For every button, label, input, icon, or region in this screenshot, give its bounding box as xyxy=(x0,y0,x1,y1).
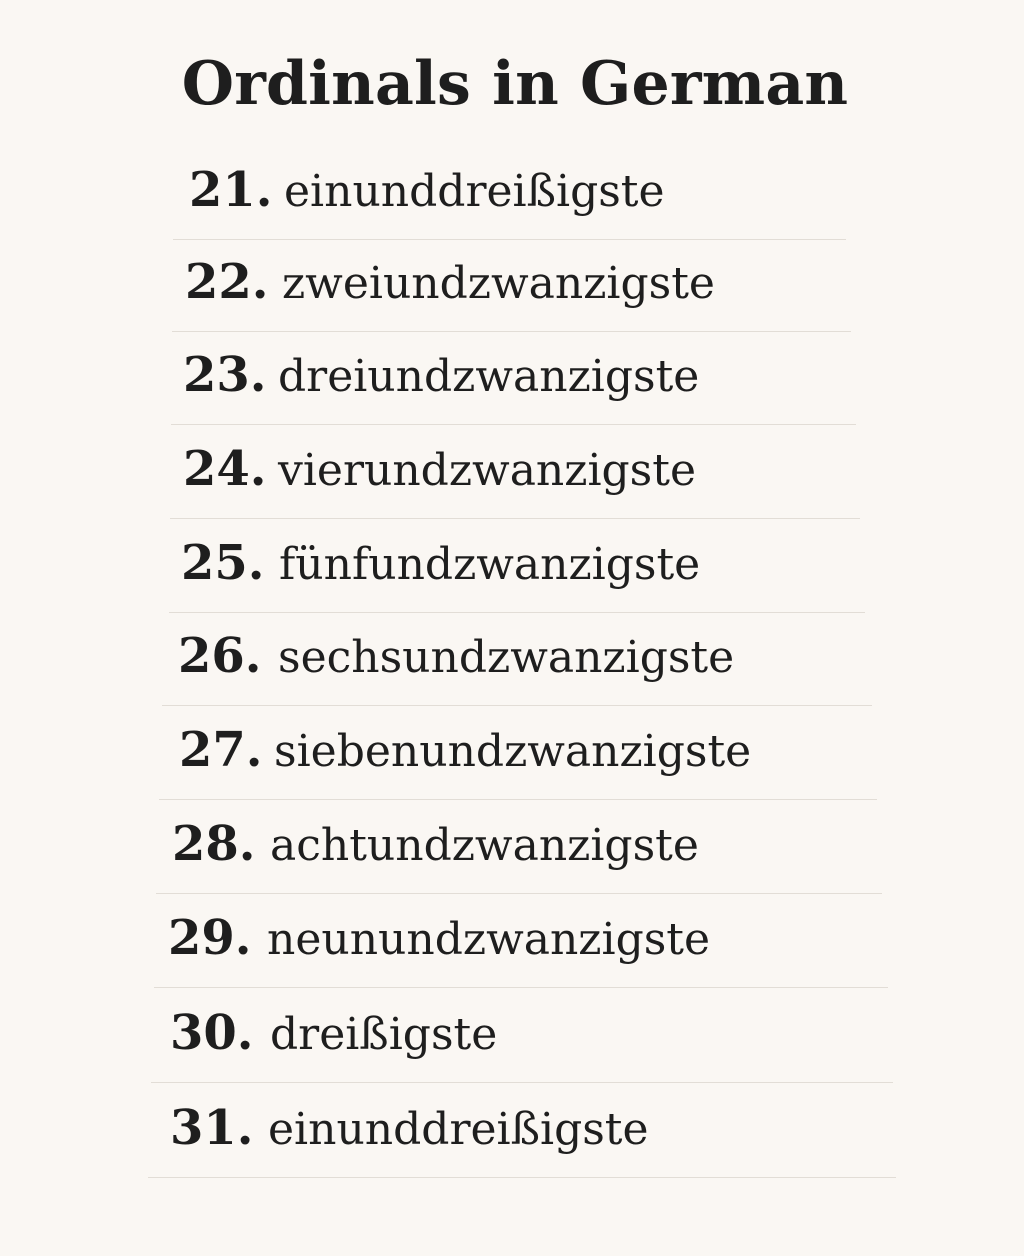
list-item xyxy=(171,331,856,425)
list-item xyxy=(156,800,882,894)
list-item xyxy=(170,425,860,519)
ordinal-number: 31. xyxy=(170,1100,254,1156)
ordinal-word: dreißigste xyxy=(270,1009,498,1060)
ordinal-number: 22. xyxy=(185,254,269,310)
list-item xyxy=(172,238,851,332)
ordinal-word: vierundzwanzigste xyxy=(278,445,696,496)
list-item xyxy=(151,989,893,1083)
ordinal-word: neunundzwanzigste xyxy=(267,914,711,965)
list-item xyxy=(154,894,888,988)
ordinal-number: 26. xyxy=(178,628,262,684)
ordinal-number: 29. xyxy=(168,910,252,966)
ordinal-word: sechsundzwanzigste xyxy=(278,632,735,683)
ordinal-word: fünfundzwanzigste xyxy=(279,539,701,590)
ordinal-number: 28. xyxy=(172,816,256,872)
ordinal-word: siebenundzwanzigste xyxy=(274,726,752,777)
ordinal-number: 23. xyxy=(183,347,267,403)
ordinal-number: 24. xyxy=(183,441,267,497)
ordinal-number: 27. xyxy=(179,722,263,778)
ordinal-number: 30. xyxy=(170,1005,254,1061)
list-item xyxy=(169,519,865,613)
ordinal-word: zweiundzwanzigste xyxy=(282,258,715,309)
ordinal-word: einunddreißigste xyxy=(284,166,665,217)
ordinal-word: dreiundzwanzigste xyxy=(278,351,700,402)
ordinal-number: 21. xyxy=(189,162,273,218)
list-item xyxy=(173,146,846,240)
list-item xyxy=(159,706,877,800)
list-item xyxy=(162,612,872,706)
ordinal-word: achtundzwanzigste xyxy=(270,820,699,871)
ordinal-number: 25. xyxy=(181,535,265,591)
list-item xyxy=(148,1084,896,1178)
ordinal-word: einunddreißigste xyxy=(268,1104,649,1155)
page-title: Ordinals in German xyxy=(181,49,849,119)
